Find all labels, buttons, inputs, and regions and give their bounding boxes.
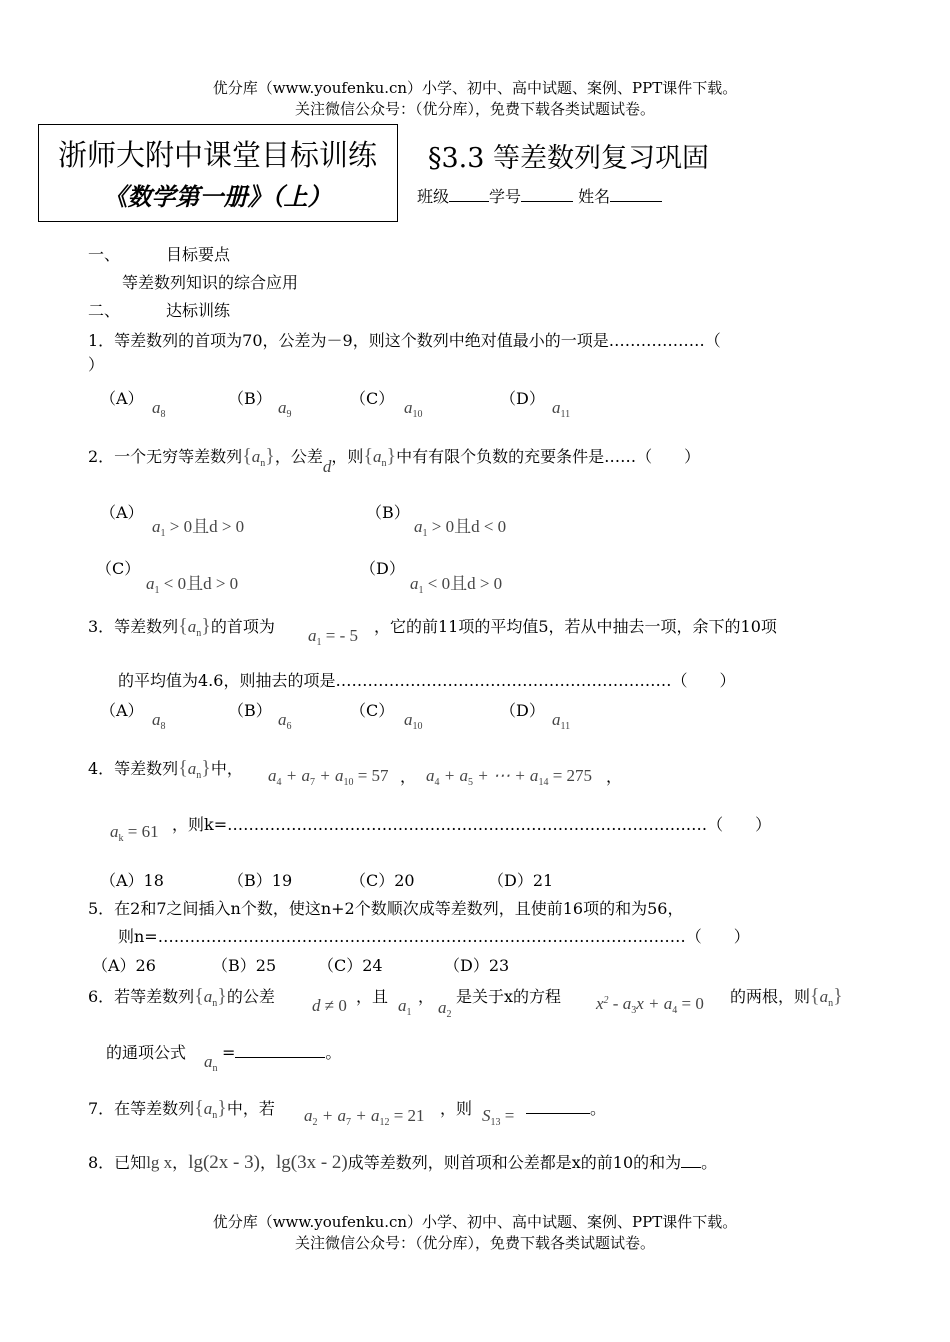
name-blank[interactable] [610,187,662,202]
q2-opt-d: （D） [360,559,405,578]
q3-d-term: $a_{11}$ [552,710,571,732]
q7-answer: 。 [526,1096,606,1119]
q4-opt-b: （B）19 [228,871,293,890]
q6-a2: $a_2$ [438,998,452,1020]
q3-b-term: $a_6$ [278,710,292,732]
q8-answer-blank[interactable] [681,1153,701,1168]
q2-stem: 2．一个无穷等差数列$\{a_n\}$，公差d，则$\{a_n\}$中有有限个负数的充要条件是……（ ） [88,445,701,476]
q1-a-term: $a_8$ [152,398,166,420]
q1-c-term: $a_{10}$ [404,398,423,420]
q1-b-term: $a_9$ [278,398,292,420]
q3-opt-d: （D） [500,701,545,720]
header-line-2: 关注微信公众号：（优分库），免费下载各类试题试卷。 [294,100,655,118]
q5-opt-c: （C）24 [318,956,383,975]
q1-close: ） [88,355,105,374]
q5-stem-2: 则n=………………………………………………………………………………………（ ） [118,927,750,946]
q6-qie: ，且 [356,987,389,1006]
q3-opt-b: （B） [228,701,272,720]
lesson-title: §3.3 等差数列复习巩固 [428,143,710,174]
q6-stem-2: 的通项公式 [106,1043,187,1062]
q4-eq-2: $a_4 + a_5$ + ⋯ + $a_{14} = 275$ [426,766,593,788]
q4-opt-d: （D）21 [488,871,554,890]
q2-a-cond: $a_1 > 0$且d > 0 [152,517,245,539]
student-info [417,184,662,207]
q2-b-cond: $a_1 > 0$且d < 0 [414,517,507,539]
q2-opt-a: （A） [100,503,144,522]
q3-a-term: $a_8$ [152,710,166,732]
header-line-1: 优分库（www.youfenku.cn）小学、初中、高中试题、案例、PPT课件下载。 [212,79,738,97]
q3-opt-c: （C） [350,701,395,720]
q5-stem: 5．在2和7之间插入n个数，使这n+2个数顺次成等差数列，且使前16项的和为56， [88,899,684,918]
q5-opt-b: （B）25 [212,956,277,975]
q5-opt-a: （A）26 [92,956,156,975]
title-box [38,124,398,222]
title-box-line-1: 浙师大附中课堂目标训练 [57,138,377,172]
q6-d: d ≠ 0 [312,996,347,1015]
class-label: 班级 [417,187,450,206]
seq-an: $\{a_n\}$ [363,445,397,469]
section-1-body: 等差数列知识的综合应用 [122,273,299,292]
q3-stem-2: 的平均值为4.6，则抽去的项是………………………………………………………（ ） [118,671,736,690]
q6-answer: = 。 [222,1043,342,1062]
section-2-number: 二、 [88,301,121,320]
title-box-line-2: 《数学第一册》（上） [103,183,332,211]
q7-stem: 7．在等差数列$\{a_n\}$中，若 [88,1097,275,1121]
q1-opt-a: （A） [100,389,144,408]
q4-opt-a: （A）18 [100,871,164,890]
section-1-title: 目标要点 [166,245,231,264]
q2-opt-b: （B） [366,503,410,522]
q4-eq-1: $a_4 + a_7 + a_{10} = 57$ [268,766,389,788]
q3-opt-a: （A） [100,701,144,720]
footer-line-1: 优分库（www.youfenku.cn）小学、初中、高中试题、案例、PPT课件下载。 [212,1213,738,1231]
q4-stem-2: ，则k=………………………………………………………………………………（ ） [172,815,772,834]
seq-an: $\{a_n\}$ [242,445,275,469]
footer-line-2: 关注微信公众号：（优分库），免费下载各类试题试卷。 [294,1234,655,1252]
q1-opt-c: （C） [350,389,395,408]
id-blank[interactable] [521,187,573,202]
q2-c-cond: $a_1 < 0$且d > 0 [146,574,239,596]
q6-an: $a_n$ [204,1052,218,1074]
q4-comma-1: ， [400,767,417,786]
q6-a1: $a_1$ [398,996,412,1018]
q5-opt-d: （D）23 [444,956,510,975]
section-1-number: 一、 [88,245,121,264]
q1-text: 1．等差数列的首项为70，公差为－9，则这个数列中绝对值最小的一项是………………（ [88,331,721,350]
q3-stem-end: ，它的前11项的平均值5，若从中抽去一项，余下的10项 [374,617,777,636]
name-label: 姓名 [578,187,611,206]
q7-then: ，则 [440,1099,473,1118]
q1-opt-b: （B） [228,389,272,408]
q6-answer-blank[interactable] [235,1043,325,1058]
q4-stem: 4．等差数列$\{a_n\}$中， [88,757,243,781]
q4-comma-2: ， [606,767,623,786]
id-label: 学号 [489,187,522,206]
q6-stem: 6．若等差数列$\{a_n\}$的公差 [88,985,275,1009]
q3-a1: $a_1$ = - 5 [308,626,358,648]
q6-equation: $x^2 - a_3x + a_4 = 0$ [596,994,704,1016]
q1-d-term: $a_{11}$ [552,398,571,420]
q7-s13: $S_{13}$ = [482,1106,515,1128]
q6-equation-label: 是关于x的方程 [456,987,562,1006]
class-blank[interactable] [449,187,489,202]
q6-comma: ， [418,987,435,1006]
section-2-title: 达标训练 [166,301,231,320]
q4-opt-c: （C）20 [350,871,415,890]
q7-eq: $a_2 + a_7 + a_{12} = 21$ [304,1106,425,1128]
q2-opt-c: （C） [96,559,141,578]
q4-eq-3: $a_k = 61$ [110,822,159,844]
q6-roots: 的两根，则$\{a_n\}$ [730,985,843,1009]
q8-stem: 8．已知lg x，lg(2x - 3)，lg(3x - 2)成等差数列，则首项和公差都是x的前10的和为 。 [88,1152,718,1173]
q7-answer-blank[interactable] [526,1099,590,1114]
q2-d-cond: $a_1 < 0$且d > 0 [410,574,503,596]
q3-c-term: $a_{10}$ [404,710,423,732]
q1-opt-d: （D） [500,389,545,408]
q3-stem: 3．等差数列$\{a_n\}$的首项为 [88,615,275,639]
